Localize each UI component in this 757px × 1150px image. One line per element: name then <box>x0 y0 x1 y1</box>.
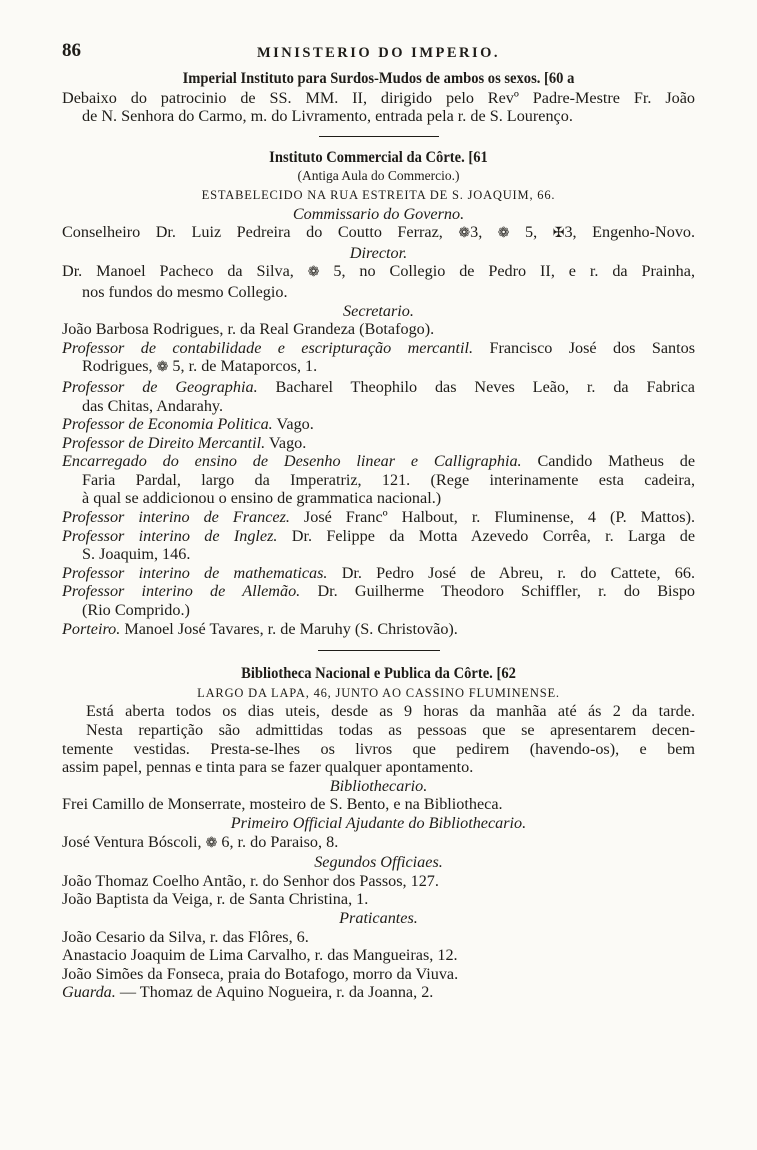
director-name: Dr. Manoel Pacheco da Silva, <box>62 262 294 281</box>
desenho-label: Encarregado do ensino de Desenho linear e Calligraphia. <box>62 452 522 471</box>
professor-allemao-name: Dr. Guilherme Theodoro Schiffler, r. do Bispo <box>317 582 695 601</box>
commissario-rose-grade: 3, <box>470 223 483 242</box>
professor-contabilidade-surname: Rodrigues, <box>82 357 153 376</box>
bibliotheca-rules-line-2: temente vestidas. Presta-se-lhes os livros que pedirem (havendo-os), e bem <box>62 739 695 758</box>
professor-direito-status: Vago. <box>268 433 307 452</box>
professor-economia-label: Professor de Economia Politica. <box>62 415 273 434</box>
director-address: 5, no Collegio de Pedro II, e r. da Prainha, <box>333 262 695 281</box>
instituto-commercial-address: ESTABELECIDO NA RUA ESTREITA DE S. JOAQUIM, 66. <box>201 187 556 202</box>
desenho-line-3: à qual se addicionou o ensino de grammatica nacional.) <box>82 489 442 508</box>
professor-geographia-entry <box>62 378 695 397</box>
primeiro-official-heading: Primeiro Official Ajudante do Bibliothecario. <box>230 813 527 832</box>
professor-geographia-line-2: das Chitas, Andarahy. <box>82 396 224 415</box>
professor-geographia-name: Bacharel Theophilo das Neves Leão, r. da Fabrica <box>275 377 695 396</box>
director-entry <box>62 262 695 283</box>
professor-inglez-name: Dr. Felippe da Motta Azevedo Corrêa, r. Larga de <box>291 526 695 545</box>
page-content <box>62 70 695 1002</box>
segundo-official-2: João Baptista da Veiga, r. de Santa Christina, 1. <box>62 890 369 909</box>
praticante-2: Anastacio Joaquim de Lima Carvalho, r. das Mangueiras, 12. <box>62 946 458 965</box>
professor-mathematicas-name: Dr. Pedro José de Abreu, r. do Cattete, 66. <box>341 563 695 582</box>
commissario-rose-grade-2: 5, <box>525 223 538 242</box>
christ-order-icon: ✠ <box>552 226 565 242</box>
bibliotheca-rules-line-1: Nesta repartição são admittidas todas as pessoas que se apresentarem decen- <box>86 721 695 739</box>
professor-inglez-entry <box>62 527 695 546</box>
professor-economia-status: Vago. <box>276 415 314 434</box>
secretario-heading: Secretario. <box>343 301 414 320</box>
rose-order-icon: ❁ <box>497 226 510 242</box>
porteiro-entry <box>62 620 695 639</box>
surdos-mudos-title: Imperial Instituto para Surdos-Mudos de ambos os sexos. [60 a <box>182 70 575 87</box>
professor-inglez-label: Professor interino de Inglez. <box>62 526 278 545</box>
bibliotheca-hours: Está aberta todos os dias uteis, desde as 9 horas da manhãa até ás 2 da tarde. <box>86 702 695 721</box>
rose-order-icon: ❁ <box>307 265 320 281</box>
desenho-entry <box>62 452 695 471</box>
praticante-3: João Simões da Fonseca, praia do Botafogo, morro da Viuva. <box>62 964 459 983</box>
professor-francez-label: Professor interino de Francez. <box>62 508 290 527</box>
desenho-line-2: Faria Pardal, largo da Imperatriz, 121. (Rege interinamente esta cadeira, <box>82 470 695 489</box>
instituto-commercial-title: Instituto Commercial da Côrte. [61 <box>269 148 488 166</box>
primeiro-official-address: 6, r. do Paraiso, 8. <box>221 832 339 851</box>
professor-contabilidade-address: 5, r. de Mataporcos, 1. <box>172 357 318 376</box>
professor-mathematicas-entry <box>62 564 695 583</box>
porteiro-name: Manoel José Tavares, r. de Maruhy (S. Christovão). <box>124 619 458 638</box>
professor-allemao-entry <box>62 582 695 601</box>
page-header <box>0 40 757 64</box>
commissario-name: Conselheiro Dr. Luiz Pedreira do Coutto Ferraz, <box>62 223 443 242</box>
professor-allemao-label: Professor interino de Allemão. <box>62 582 301 601</box>
bibliotheca-title: Bibliotheca Nacional e Publica da Côrte. [62 <box>241 665 516 683</box>
professor-francez-entry <box>62 508 695 527</box>
professor-allemao-line-2: (Rio Comprido.) <box>82 601 190 620</box>
surdos-mudos-line-2: de N. Senhora do Carmo, m. do Livramento, entrada pela r. de S. Lourenço. <box>82 107 573 126</box>
primeiro-official-entry <box>62 833 695 854</box>
guarda-name: — Thomaz de Aquino Nogueira, r. da Joanna, 2. <box>119 983 434 1002</box>
professor-direito-entry <box>62 434 695 453</box>
rose-order-icon: ❁ <box>458 226 471 242</box>
segundo-official-1: João Thomaz Coelho Antão, r. do Senhor dos Passos, 127. <box>62 871 439 890</box>
section-divider <box>318 650 440 651</box>
professor-contabilidade-label: Professor de contabilidade e escripturação mercantil. <box>62 338 474 357</box>
page-number: 86 <box>62 40 81 61</box>
commissario-entry <box>62 223 695 244</box>
desenho-name: Candido Matheus de <box>537 452 695 471</box>
rose-order-icon: ❁ <box>156 360 169 376</box>
rose-order-icon: ❁ <box>205 835 218 851</box>
professor-economia-entry <box>62 415 695 434</box>
porteiro-label: Porteiro. <box>62 619 121 638</box>
professor-contabilidade-line-2 <box>62 357 695 378</box>
bibliothecario-heading: Bibliothecario. <box>329 776 428 795</box>
instituto-commercial-subtitle: (Antiga Aula do Commercio.) <box>297 168 460 184</box>
primeiro-official-name: José Ventura Bóscoli, <box>62 832 202 851</box>
director-address-line-2: nos fundos do mesmo Collegio. <box>82 282 288 301</box>
professor-inglez-line-2: S. Joaquim, 146. <box>82 545 191 564</box>
segundos-officiaes-heading: Segundos Officiaes. <box>314 853 443 872</box>
surdos-mudos-line-1: Debaixo do patrocinio de SS. MM. II, dirigido pelo Revº Padre-Mestre Fr. João <box>62 88 695 107</box>
commissario-heading: Commissario do Governo. <box>292 204 465 223</box>
professor-geographia-label: Professor de Geographia. <box>62 377 258 396</box>
guarda-entry <box>62 983 695 1002</box>
guarda-label: Guarda. <box>62 983 116 1002</box>
director-heading: Director. <box>349 243 408 262</box>
professor-contabilidade-entry <box>62 339 695 358</box>
commissario-address: 3, Engenho-Novo. <box>564 223 695 242</box>
section-divider <box>319 136 439 137</box>
professor-mathematicas-label: Professor interino de mathematicas. <box>62 563 328 582</box>
professor-francez-name: José Francº Halbout, r. Fluminense, 4 (P. Mattos). <box>303 508 695 527</box>
praticantes-heading: Praticantes. <box>339 908 418 927</box>
running-title: MINISTERIO DO IMPERIO. <box>256 45 501 61</box>
bibliotheca-rules-line-3: assim papel, pennas e tinta para se fazer qualquer apontamento. <box>62 758 474 777</box>
professor-direito-label: Professor de Direito Mercantil. <box>62 433 266 452</box>
bibliotheca-address: LARGO DA LAPA, 46, JUNTO AO CASSINO FLUMINENSE. <box>197 685 560 700</box>
secretario-entry: João Barbosa Rodrigues, r. da Real Grandeza (Botafogo). <box>62 320 435 339</box>
bibliothecario-entry: Frei Camillo de Monserrate, mosteiro de S. Bento, e na Bibliotheca. <box>62 795 503 814</box>
professor-contabilidade-name: Francisco José dos Santos <box>489 338 695 357</box>
praticante-1: João Cesario da Silva, r. das Flôres, 6. <box>62 927 309 946</box>
